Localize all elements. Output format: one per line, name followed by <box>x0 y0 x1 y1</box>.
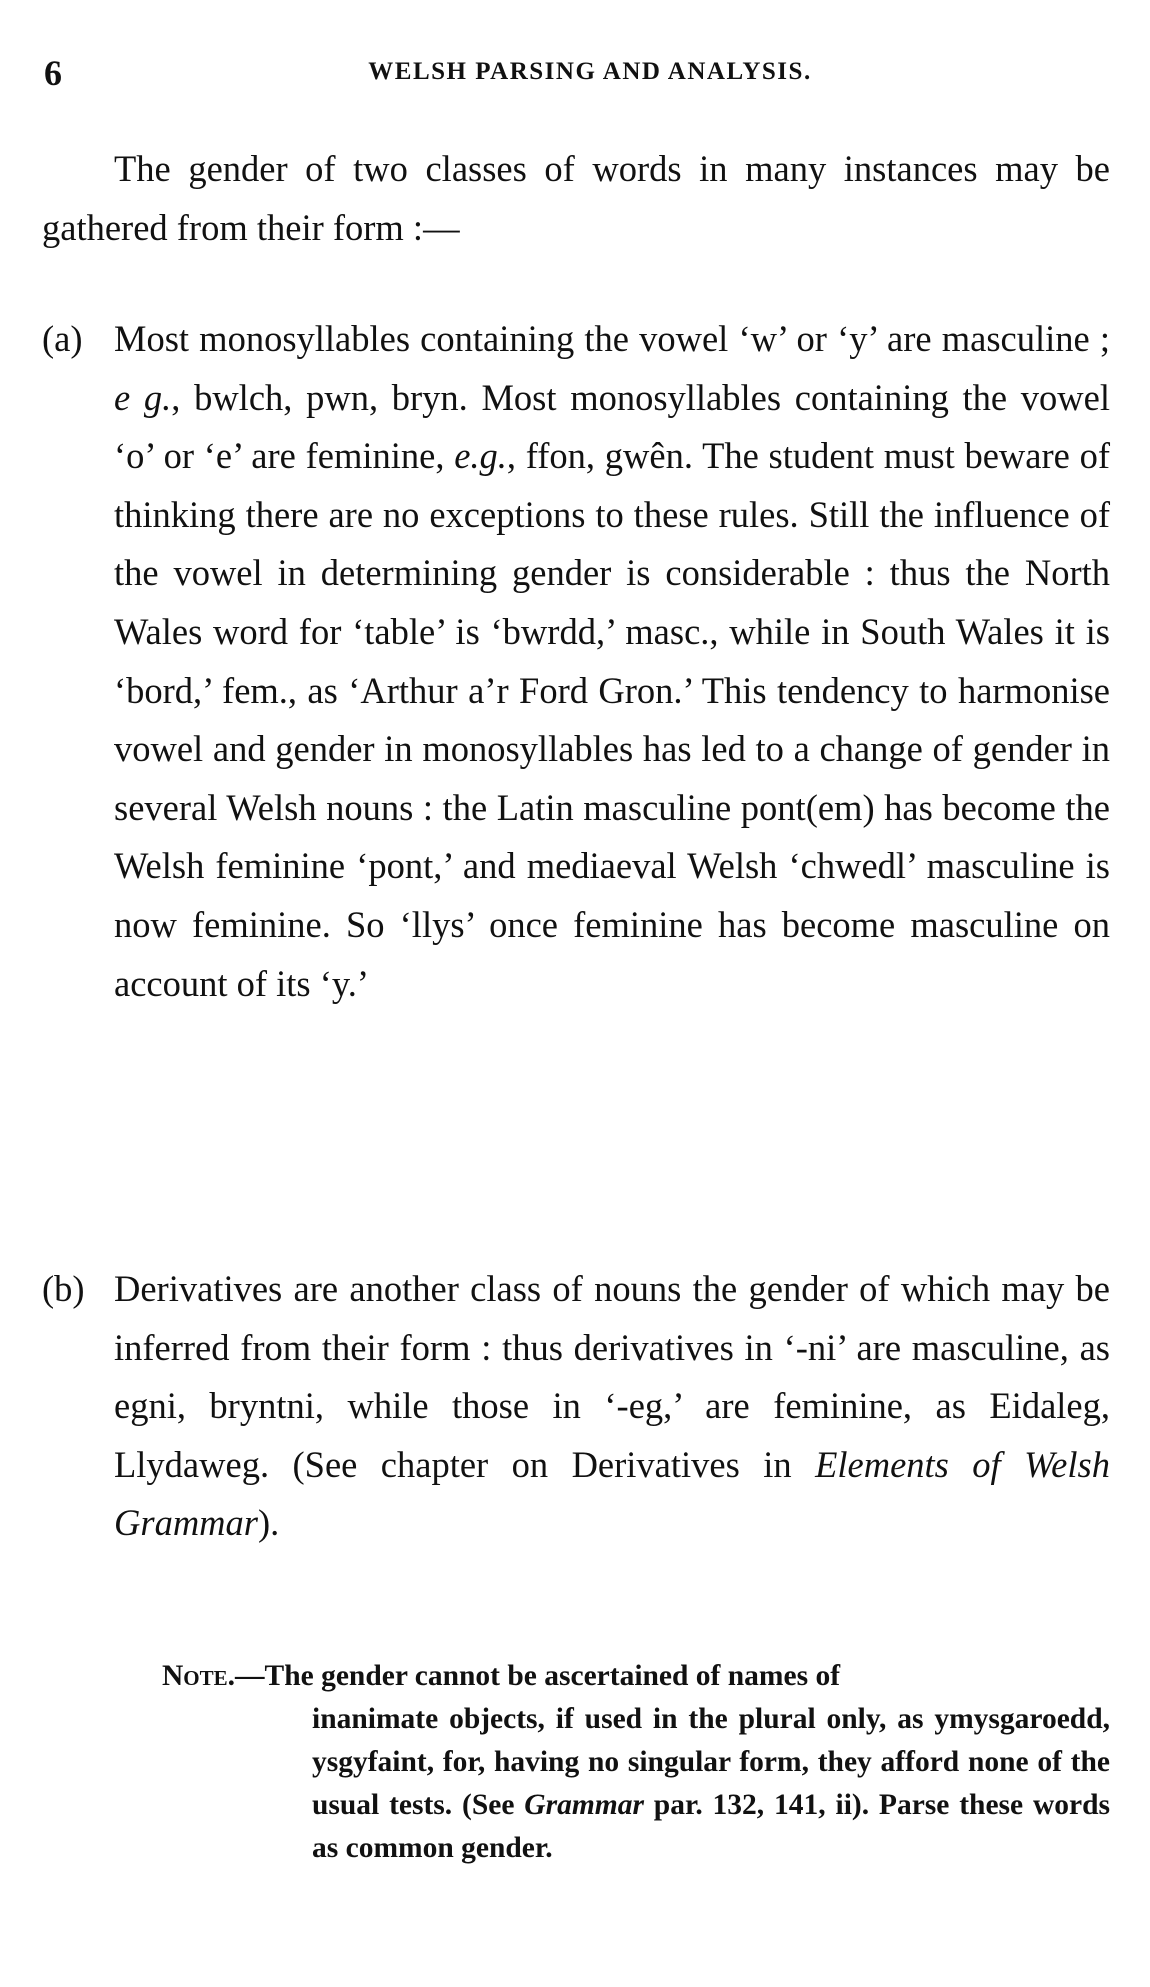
note-block <box>162 1655 1110 1870</box>
note-grammar-ref: Grammar <box>524 1789 644 1821</box>
item-b-part-2: ). <box>258 1502 280 1544</box>
item-b-part-1: Derivatives are another class of nouns the gender of which may be inferred from their form : thus derivatives in ‘-ni’ are masculine, as egni, bryntni, while those in ‘-eg,’ are feminine, as Eidaleg, Llydaweg. (See chapter on Derivatives in <box>114 1268 1110 1485</box>
page-number: 6 <box>44 53 62 93</box>
running-title: WELSH PARSING AND ANALYSIS. <box>368 58 812 85</box>
item-a-part-3: , ffon, gwên. The student must beware of thinking there are no exceptions to these rules. Still the influence of the vowel in determining gender is considerable : thus the North Wales word for ‘table’ is ‘bwrdd,’ masc., while in South Wales it is ‘bord,’ fem., as ‘Arthur a’r Ford Gron.’ This tendency to harmonise vowel and gender in monosyllables has led to a change of gender in several Welsh nouns : the Latin masculine pont(em) has become the Welsh feminine ‘pont,’ and mediaeval Welsh ‘chwedl’ masculine is now feminine. So ‘llys’ once feminine has become masculine on account of its ‘y.’ <box>114 435 1110 1004</box>
note-body <box>162 1698 1110 1870</box>
note-dash: — <box>235 1660 265 1692</box>
item-b-book-title: Elements of Welsh Grammar <box>114 1443 1110 1544</box>
note-first-line <box>162 1660 840 1692</box>
note-part-2: par. 132, 141, ii). Parse these words as common gender. <box>312 1789 1110 1864</box>
item-a-part-2: , bwlch, pwn, bryn. Most monosyllables containing the vowel ‘o’ or ‘e’ are feminine, <box>114 376 1110 477</box>
item-b <box>42 1260 1110 1553</box>
note-label: Note. <box>162 1660 236 1692</box>
item-a <box>42 310 1110 1013</box>
page-header <box>40 52 1120 102</box>
item-a-eg-1: e g. <box>114 376 172 418</box>
item-b-text <box>114 1260 1110 1553</box>
item-a-eg-2: e.g. <box>454 435 507 477</box>
note-part-1: inanimate objects, if used in the plural only, as ymysgaroedd, ysgyfaint, for, having no singular form, they afford none of the usual tests. (See <box>312 1703 1110 1821</box>
item-b-marker: (b) <box>42 1268 85 1309</box>
intro-paragraph: The gender of two classes of words in many instances may be gathered from their form :— <box>42 148 1110 248</box>
item-a-marker: (a) <box>42 318 83 359</box>
item-a-text <box>114 310 1110 1013</box>
note-line-1: The gender cannot be ascertained of names of <box>264 1660 841 1692</box>
item-a-part-1: Most monosyllables containing the vowel ‘w’ or ‘y’ are masculine ; <box>114 318 1110 359</box>
